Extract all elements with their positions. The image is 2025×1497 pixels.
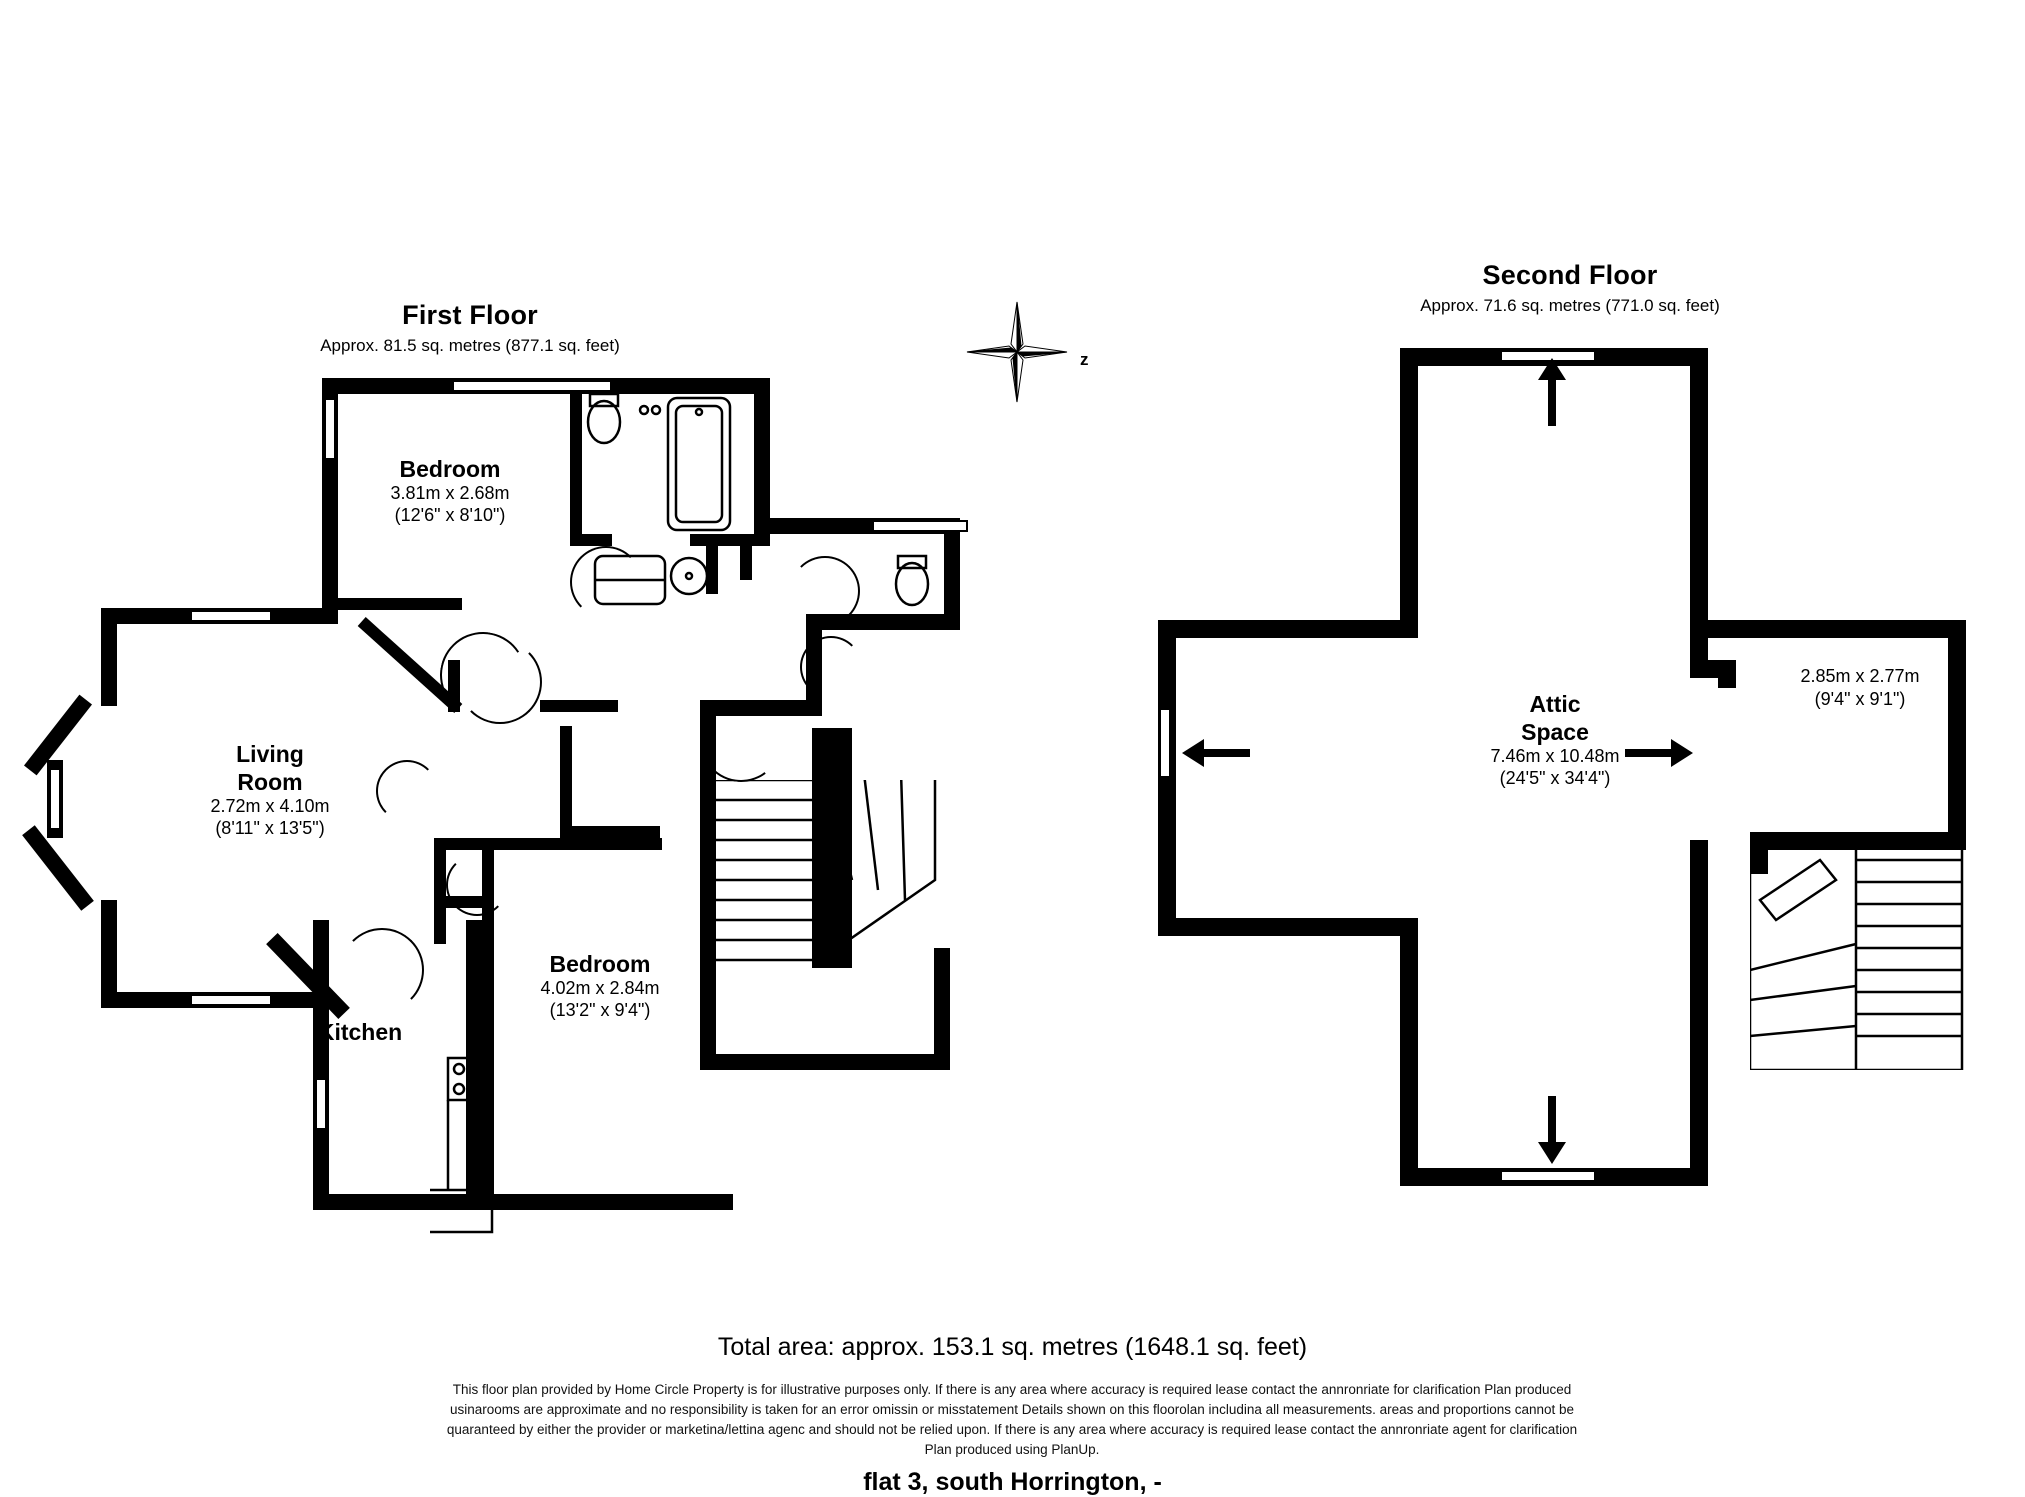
- compass-label: z: [1080, 350, 1089, 369]
- first-floor-area: Approx. 81.5 sq. metres (877.1 sq. feet): [320, 336, 620, 355]
- room-name-living-line1: Living: [236, 741, 304, 767]
- window-attic-left: [1159, 708, 1171, 778]
- window-bay: [49, 768, 61, 830]
- room-dim-side-metric: 2.85m x 2.77m: [1800, 666, 1920, 686]
- door-wc: [790, 556, 860, 626]
- room-label-kitchen: [270, 1018, 450, 1046]
- room-dim-side-imperial: (9'4" x 9'1"): [1814, 688, 1906, 709]
- room-label-attic: [1400, 690, 1710, 790]
- wall-bay-lower: [22, 825, 94, 910]
- room-dim-bedroom-1-metric: 3.81m x 2.68m: [390, 483, 510, 504]
- side-room-step-vert: [1718, 660, 1736, 688]
- disclaimer-line-1: This floor plan provided by Home Circle Property is for illustrative purposes only. If there is any area where accuracy is required lease contact the annronriate for clarification Plan produced: [452, 1382, 1572, 1397]
- room-name-attic-line2: Space: [1521, 719, 1589, 746]
- room-dim-attic-metric: 7.46m x 10.48m: [1490, 746, 1620, 767]
- door-kitchen: [340, 928, 424, 1012]
- wall-living-left-upper: [101, 608, 117, 706]
- compass-rose: [965, 300, 1075, 410]
- window-attic-bottom: [1500, 1170, 1596, 1182]
- attic-wall-bottom-right: [1690, 840, 1708, 1186]
- wall-corner-kitchen: [434, 838, 494, 850]
- door-hall-right: [800, 636, 862, 698]
- attic-wall-left-edge: [1158, 620, 1176, 936]
- room-dim-bedroom-1-imperial: (12'6" x 8'10"): [394, 505, 506, 525]
- room-label-bedroom-2: [460, 950, 740, 1022]
- wall-landing-bottom: [560, 826, 660, 838]
- attic-wall-bottom-left: [1400, 918, 1418, 1186]
- door-living-kitchen: [446, 854, 508, 916]
- room-label-side-room: [1740, 665, 1980, 710]
- disclaimer-line-3: quaranteed by either the provider or marketina/lettina agenc and should not be relied upon. If there is any area where accuracy is required lease contact the annronriate agent for clarification: [446, 1422, 1578, 1437]
- room-dim-bedroom-2-metric: 4.02m x 2.84m: [540, 978, 660, 999]
- room-name-kitchen: Kitchen: [317, 1019, 403, 1045]
- door-hall-left: [458, 640, 542, 724]
- wall-landing-left: [560, 726, 572, 838]
- wall-hall-top: [540, 700, 618, 712]
- room-dim-living-metric: 2.72m x 4.10m: [210, 796, 330, 817]
- window-living-bottom: [190, 994, 272, 1006]
- disclaimer-line-4: Plan produced using PlanUp.: [924, 1442, 1100, 1457]
- room-label-living-room: [140, 740, 400, 840]
- wall-midpartition: [434, 840, 446, 944]
- attic-wall-top-left: [1400, 348, 1418, 620]
- total-area-text: Total area: approx. 153.1 sq. metres (1648.1 sq. feet): [717, 1333, 1308, 1361]
- room-name-bedroom-1: Bedroom: [399, 456, 501, 482]
- window-bedroom1-left: [324, 398, 336, 460]
- window-kitchen-left: [315, 1078, 327, 1130]
- attic-wall-left-arm-top: [1158, 620, 1418, 638]
- first-floor-title: First Floor: [402, 300, 538, 330]
- second-floor-area: Approx. 71.6 sq. metres (771.0 sq. feet): [1420, 296, 1720, 315]
- window-living-top: [190, 610, 272, 622]
- second-floor-title: Second Floor: [1482, 260, 1658, 290]
- room-name-attic-line1: Attic: [1529, 691, 1581, 717]
- wall-bedroom1-bottom: [322, 598, 462, 610]
- attic-wall-left-arm-bottom: [1158, 918, 1418, 936]
- window-wc-top: [872, 520, 968, 532]
- side-room-right: [1948, 620, 1966, 850]
- room-label-bedroom-1: [300, 455, 600, 527]
- side-room-top: [1690, 620, 1966, 638]
- room-dim-attic-imperial: (24'5" x 34'4"): [1499, 768, 1611, 789]
- property-address: flat 3, south Horrington, -: [863, 1468, 1162, 1496]
- wall-bedroom2-left-top: [482, 838, 662, 850]
- room-name-living-line2: Room: [237, 769, 303, 796]
- disclaimer-line-2: usinarooms are approximate and no responsibility is taken for an error omissin or misstatement Details shown on this floorolan includina all measurements. areas and proportions cannot be: [449, 1402, 1575, 1417]
- room-name-bedroom-2: Bedroom: [549, 951, 651, 977]
- room-dim-bedroom-2-imperial: (13'2" x 9'4"): [549, 1000, 651, 1020]
- room-dim-living-imperial: (8'11" x 13'5"): [215, 818, 325, 839]
- wall-kitchen-left: [313, 920, 329, 1210]
